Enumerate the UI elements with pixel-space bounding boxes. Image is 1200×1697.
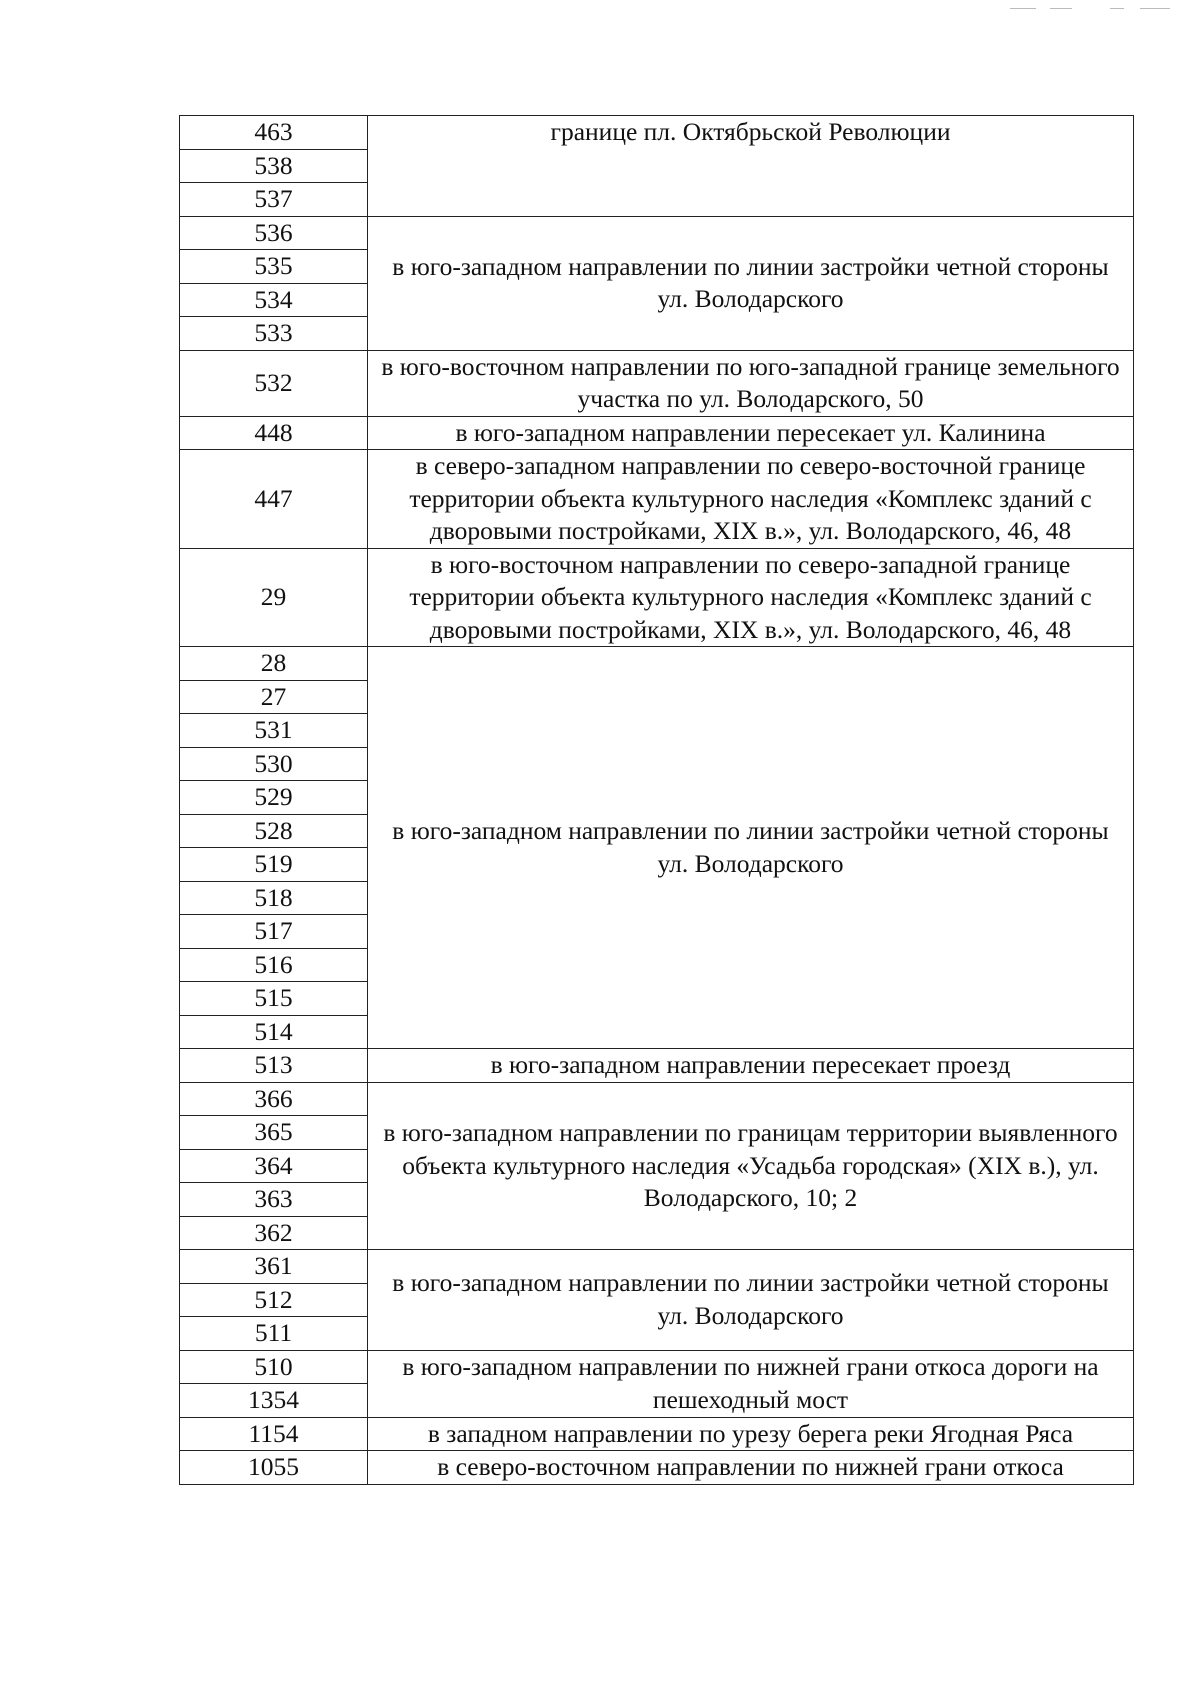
point-number-cell: 27	[180, 680, 368, 714]
point-number-cell: 537	[180, 183, 368, 217]
table-row	[180, 647, 1134, 681]
table-row	[180, 350, 1134, 416]
point-number-cell: 363	[180, 1183, 368, 1217]
point-number-cell: 448	[180, 416, 368, 450]
scan-mark-2	[1050, 8, 1072, 9]
point-number-cell: 463	[180, 116, 368, 150]
point-number-cell: 535	[180, 250, 368, 284]
point-number-cell: 511	[180, 1317, 368, 1351]
direction-description-cell: в юго-восточном направлении по северо-западной границе территории объекта культурного наследия «Комплекс зданий с дворовыми постройками, XIX в.», ул. Володарского, 46, 48	[368, 548, 1134, 647]
point-number-cell: 534	[180, 283, 368, 317]
point-number-cell: 510	[180, 1350, 368, 1384]
point-number-cell: 533	[180, 317, 368, 351]
point-number-cell: 532	[180, 350, 368, 416]
table-row	[180, 1049, 1134, 1083]
point-number-cell: 529	[180, 781, 368, 815]
point-number-cell: 536	[180, 216, 368, 250]
point-number-cell: 519	[180, 848, 368, 882]
boundary-points-table	[179, 115, 1134, 1485]
point-number-cell: 538	[180, 149, 368, 183]
point-number-cell: 1055	[180, 1451, 368, 1485]
point-number-cell: 1354	[180, 1384, 368, 1418]
scan-mark-3	[1110, 8, 1124, 9]
direction-description-cell: в юго-западном направлении пересекает ул. Калинина	[368, 416, 1134, 450]
table-row	[180, 450, 1134, 549]
point-number-cell: 364	[180, 1149, 368, 1183]
point-number-cell: 517	[180, 915, 368, 949]
point-number-cell: 528	[180, 814, 368, 848]
point-number-cell: 447	[180, 450, 368, 549]
point-number-cell: 530	[180, 747, 368, 781]
table-row	[180, 416, 1134, 450]
direction-description-cell: в северо-восточном направлении по нижней грани откоса	[368, 1451, 1134, 1485]
direction-description-cell: в юго-западном направлении по линии застройки четной стороны ул. Володарского	[368, 216, 1134, 350]
direction-description-cell: границе пл. Октябрьской Революции	[368, 116, 1134, 217]
point-number-cell: 512	[180, 1283, 368, 1317]
point-number-cell: 531	[180, 714, 368, 748]
scan-mark-1	[1010, 8, 1036, 9]
table-row	[180, 1082, 1134, 1116]
direction-description-cell: в юго-восточном направлении по юго-западной границе земельного участка по ул. Володарского, 50	[368, 350, 1134, 416]
direction-description-cell: в юго-западном направлении по линии застройки четной стороны ул. Володарского	[368, 1250, 1134, 1351]
point-number-cell: 515	[180, 982, 368, 1016]
direction-description-cell: в северо-западном направлении по северо-восточной границе территории объекта культурного наследия «Комплекс зданий с дворовыми постройками, XIX в.», ул. Володарского, 46, 48	[368, 450, 1134, 549]
direction-description-cell: в юго-западном направлении по границам территории выявленного объекта культурного наследия «Усадьба городская» (XIX в.), ул. Володарского, 10; 2	[368, 1082, 1134, 1250]
table-row	[180, 1350, 1134, 1384]
point-number-cell: 28	[180, 647, 368, 681]
scan-mark-4	[1140, 8, 1170, 9]
point-number-cell: 365	[180, 1116, 368, 1150]
table-row	[180, 548, 1134, 647]
point-number-cell: 513	[180, 1049, 368, 1083]
point-number-cell: 1154	[180, 1417, 368, 1451]
table-row	[180, 1451, 1134, 1485]
table-row	[180, 116, 1134, 150]
table-row	[180, 216, 1134, 250]
point-number-cell: 29	[180, 548, 368, 647]
point-number-cell: 362	[180, 1216, 368, 1250]
direction-description-cell: в юго-западном направлении пересекает проезд	[368, 1049, 1134, 1083]
point-number-cell: 366	[180, 1082, 368, 1116]
table-row	[180, 1417, 1134, 1451]
point-number-cell: 516	[180, 948, 368, 982]
point-number-cell: 514	[180, 1015, 368, 1049]
direction-description-cell: в юго-западном направлении по линии застройки четной стороны ул. Володарского	[368, 647, 1134, 1049]
direction-description-cell: в юго-западном направлении по нижней грани откоса дороги на пешеходный мост	[368, 1350, 1134, 1417]
point-number-cell: 361	[180, 1250, 368, 1284]
point-number-cell: 518	[180, 881, 368, 915]
table-row	[180, 1250, 1134, 1284]
direction-description-cell: в западном направлении по урезу берега реки Ягодная Ряса	[368, 1417, 1134, 1451]
